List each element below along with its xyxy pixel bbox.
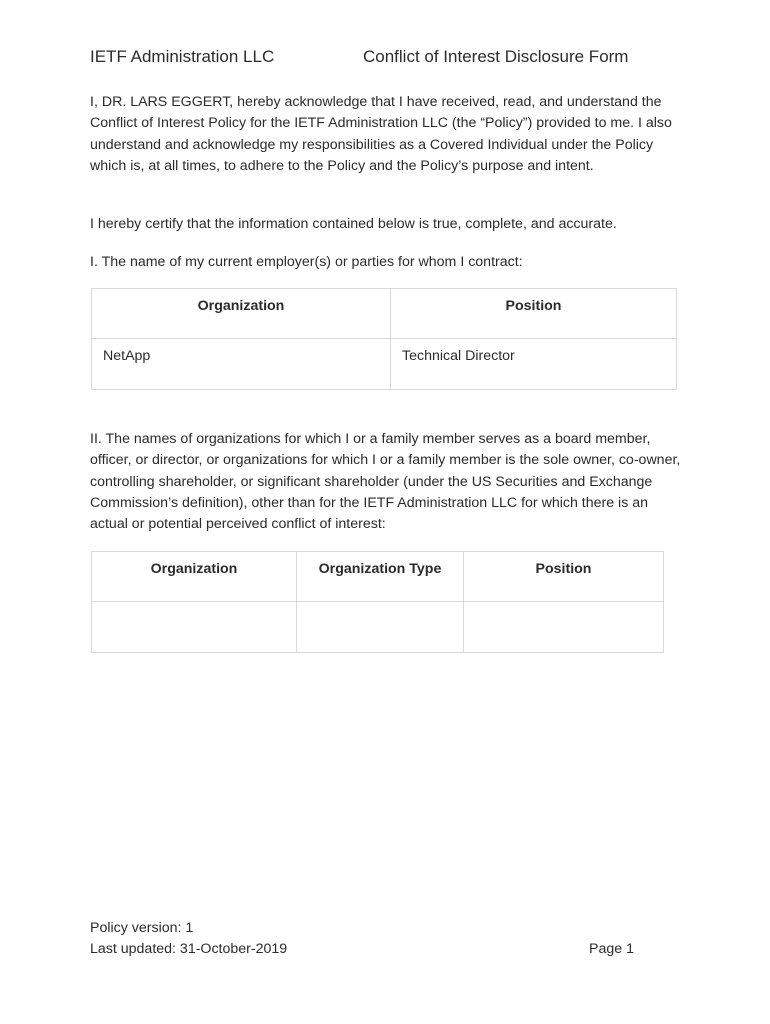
cell-organization (92, 602, 297, 653)
header-organization: IETF Administration LLC (90, 47, 275, 66)
cell-position (464, 602, 664, 653)
form-title: Conflict of Interest Disclosure Form (363, 47, 629, 66)
policy-version: Policy version: 1 (90, 920, 194, 936)
column-header-organization-type: Organization Type (297, 552, 464, 602)
table-row (92, 602, 664, 653)
table-row (92, 339, 677, 390)
boards-table (91, 551, 664, 653)
cell-organization-type (297, 602, 464, 653)
acknowledgment-paragraph: I, DR. LARS EGGERT, hereby acknowledge that I have received, read, and understand the Conflict of Interest Policy for the IETF Administration LLC (the “Policy”) provided to me. I also understand and acknowledge my responsibilities as a Covered Individual under the Policy which is, at all times, to adhere to the Policy and the Policy’s purpose and intent. (90, 94, 672, 174)
section2-prompt: II. The names of organizations for which I or a family member serves as a board member, officer, or director, or organizations for which I or a family member is the sole owner, co-owner, controlling shareholder, or significant shareholder (under the US Securities and Exchange Commission’s definition), other than for the IETF Administration LLC for which there is an actual or potential perceived conflict of interest: (90, 431, 681, 533)
last-updated: Last updated: 31-October-2019 (90, 941, 288, 957)
column-header-position: Position (464, 552, 664, 602)
section1-prompt: I. The name of my current employer(s) or parties for whom I contract: (90, 254, 523, 270)
column-header-position: Position (391, 289, 677, 339)
page-number: Page 1 (589, 941, 634, 957)
certification-paragraph: I hereby certify that the information contained below is true, complete, and accurate. (90, 216, 617, 232)
table-header-row (92, 289, 677, 339)
cell-position: Technical Director (391, 339, 677, 390)
employers-table (91, 288, 677, 390)
table-header-row (92, 552, 664, 602)
cell-organization: NetApp (92, 339, 391, 390)
column-header-organization: Organization (92, 552, 297, 602)
column-header-organization: Organization (92, 289, 391, 339)
